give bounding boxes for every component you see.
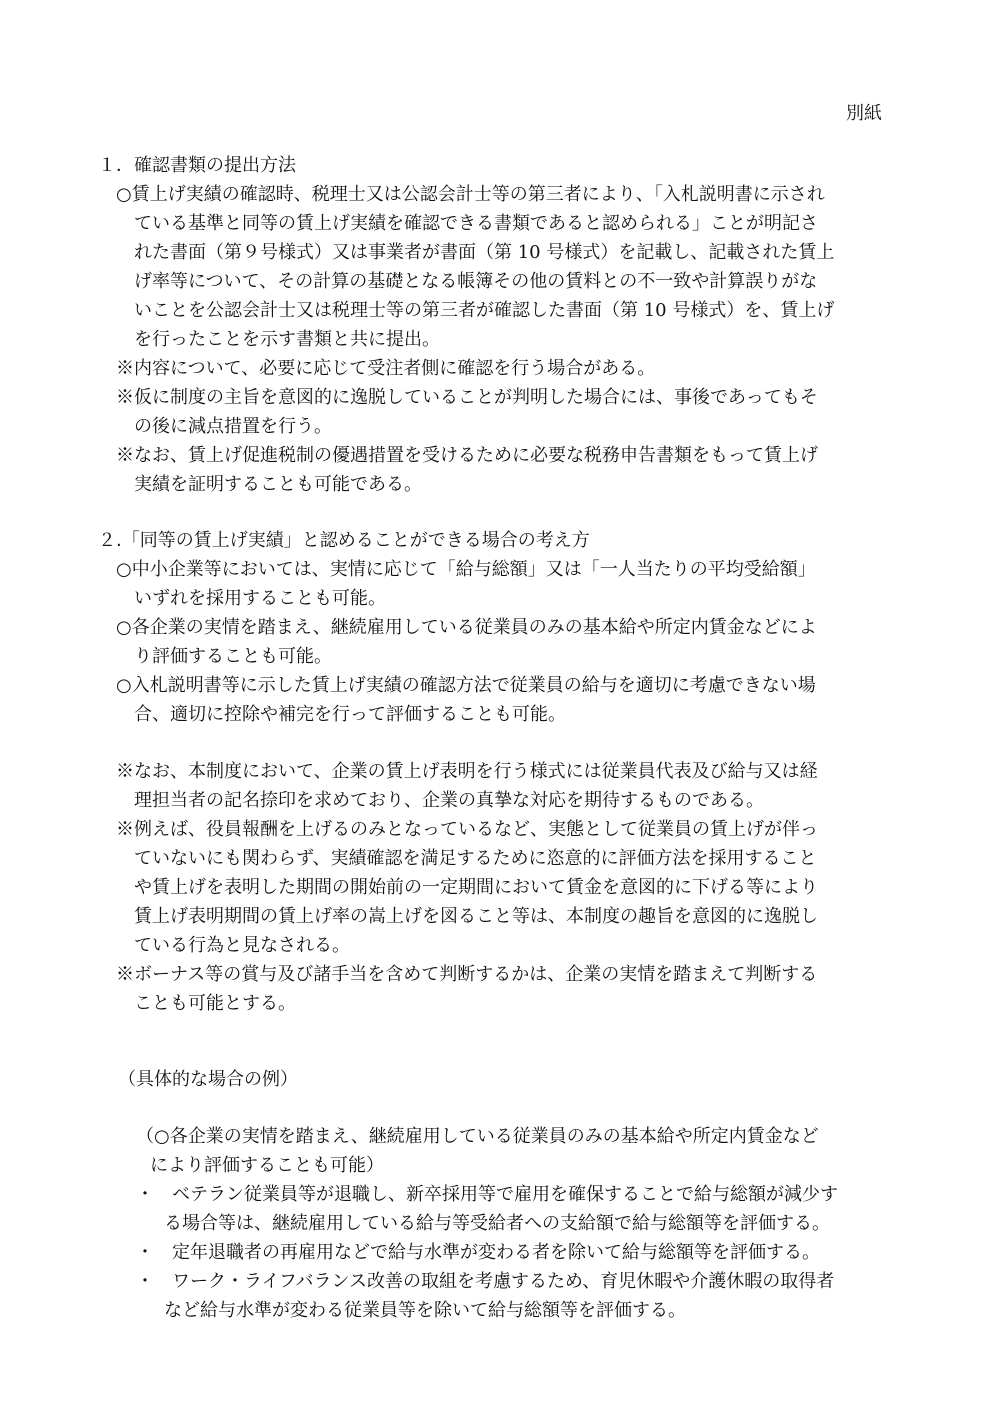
section2-note: ※なお、本制度において、企業の賃上げ表明を行う様式には従業員代表及び給与又は経	[116, 761, 818, 782]
section1-line: いことを公認会計士又は税理士等の第三者が確認した書面（第 10 号様式）を、賃上げ	[134, 300, 835, 321]
section2-note: ※例えば、役員報酬を上げるのみとなっているなど、実態として従業員の賃上げが伴っ	[116, 819, 818, 840]
section2-note: や賃上げを表明した期間の開始前の一定期間において賃金を意図的に下げる等により	[134, 877, 818, 898]
section1-line: れた書面（第９号様式）又は事業者が書面（第 10 号様式）を記載し、記載された賃上	[134, 242, 835, 263]
examples-subheading: により評価することも可能）	[150, 1155, 384, 1176]
example-bullet: ・ 定年退職者の再雇用などで給与水準が変わる者を除いて給与総額等を評価する。	[136, 1242, 820, 1263]
section1-line: を行ったことを示す書類と共に提出。	[134, 329, 440, 350]
example-bullet: ・ ワーク・ライフバランス改善の取組を考慮するため、育児休暇や介護休暇の取得者	[136, 1271, 835, 1292]
section2-note: ている行為と見なされる。	[134, 935, 350, 956]
annex-label: 別紙	[846, 103, 882, 124]
section1-note: ※内容について、必要に応じて受注者側に確認を行う場合がある。	[116, 358, 656, 379]
section2-line: 合、適切に控除や補完を行って評価することも可能。	[134, 704, 566, 725]
section1-note: ※仮に制度の主旨を意図的に逸脱していることが判明した場合には、事後であってもそ	[116, 387, 818, 408]
example-bullet: ・ ベテラン従業員等が退職し、新卒採用等で雇用を確保することで給与総額が減少す	[136, 1184, 838, 1205]
section1-note: 実績を証明することも可能である。	[134, 474, 422, 495]
section2-line: ○各企業の実情を踏まえ、継続雇用している従業員のみの基本給や所定内賃金などによ	[116, 617, 817, 638]
section2-heading: ２.「同等の賃上げ実績」と認めることができる場合の考え方	[98, 530, 590, 551]
section1-note: の後に減点措置を行う。	[134, 416, 332, 437]
section1-line: げ率等について、その計算の基礎となる帳簿その他の賃料との不一致や計算誤りがな	[134, 271, 818, 292]
examples-subheading: （○各企業の実情を踏まえ、継続雇用している従業員のみの基本給や所定内賃金など	[136, 1126, 819, 1147]
section1-line: ○賃上げ実績の確認時、税理士又は公認会計士等の第三者により、「入札説明書に示され	[116, 184, 825, 205]
section2-line: ○中小企業等においては、実情に応じて「給与総額」又は「一人当たりの平均受給額」	[116, 559, 816, 580]
section2-line: り評価することも可能。	[134, 646, 332, 667]
section2-note: 賃上げ表明期間の賃上げ率の嵩上げを図ること等は、本制度の趣旨を意図的に逸脱し	[134, 906, 818, 927]
example-bullet: など給与水準が変わる従業員等を除いて給与総額等を評価する。	[164, 1300, 686, 1321]
section2-line: ○入札説明書等に示した賃上げ実績の確認方法で従業員の給与を適切に考慮できない場	[116, 675, 816, 696]
section2-note: ことも可能とする。	[134, 993, 296, 1014]
section1-line: ている基準と同等の賃上げ実績を確認できる書類であると認められる」ことが明記さ	[134, 213, 818, 234]
section1-note: ※なお、賃上げ促進税制の優遇措置を受けるために必要な税務申告書類をもって賃上げ	[116, 445, 818, 466]
section2-note: ていないにも関わらず、実績確認を満足するために恣意的に評価方法を採用すること	[134, 848, 817, 869]
section1-heading: １．確認書類の提出方法	[98, 155, 296, 176]
section2-note: ※ボーナス等の賞与及び諸手当を含めて判断するかは、企業の実情を踏まえて判断する	[116, 964, 818, 985]
examples-heading: （具体的な場合の例）	[118, 1069, 298, 1090]
section2-line: いずれを採用することも可能。	[134, 588, 386, 609]
section2-note: 理担当者の記名捺印を求めており、企業の真摯な対応を期待するものである。	[134, 790, 764, 811]
example-bullet: る場合等は、継続雇用している給与等受給者への支給額で給与総額等を評価する。	[164, 1213, 830, 1234]
